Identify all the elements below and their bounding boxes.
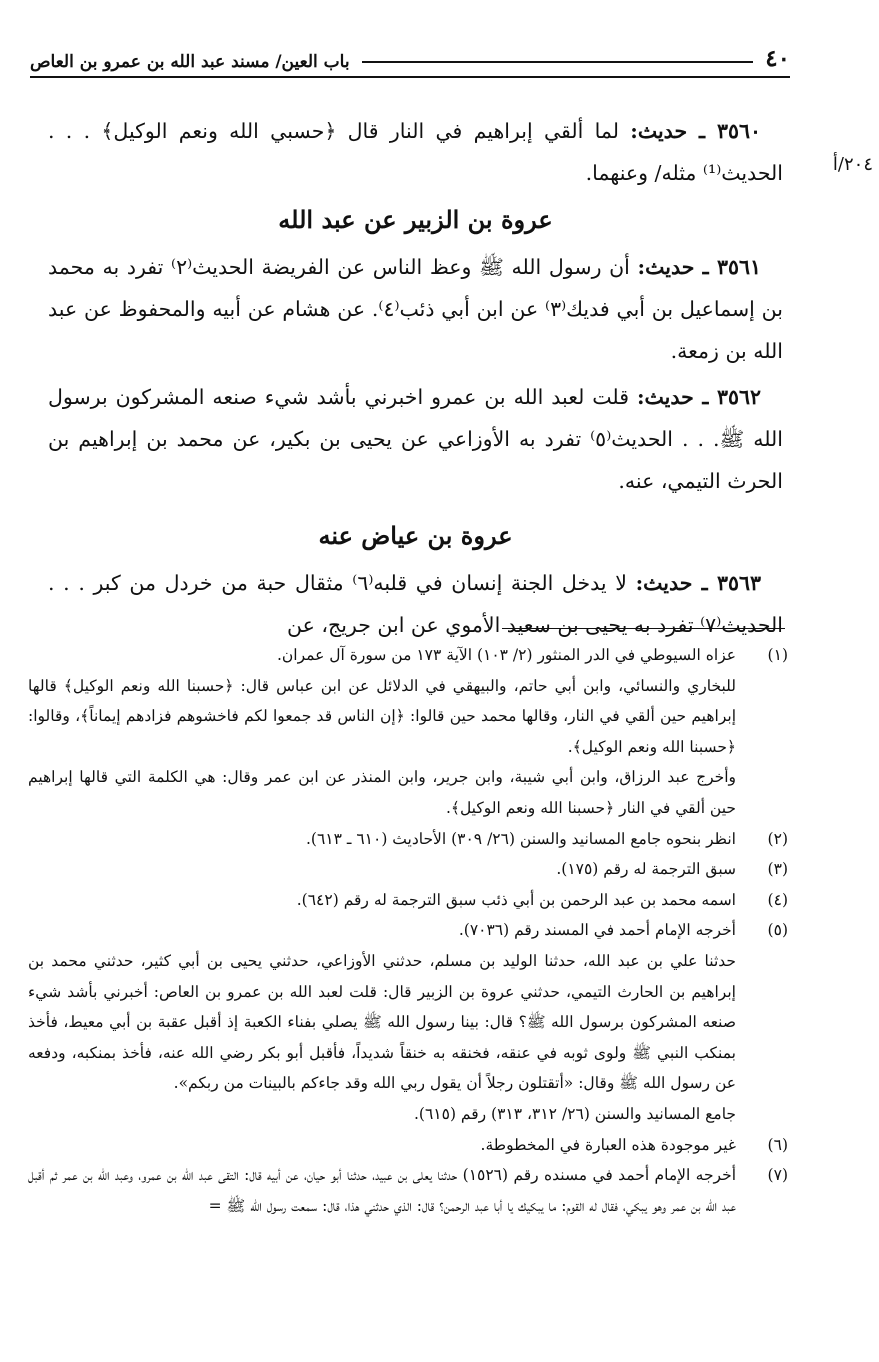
- footnote-body: [28, 854, 736, 885]
- footnote-text: أخرجه الإمام أحمد في المسند رقم (٧٠٣٦).: [458, 921, 736, 940]
- footnote-text: أخرجه الإمام أحمد في مسنده رقم (١٥٢٦) حدثنا يعلى بن عبيد، حدثنا أبو حيان، عن أبيه قال: التقى عبد الله بن عمرو، وعبد الله بن عمر ثم أقبل عبد الله بن عمر وهو يبكي، فقال له القوم: ما يبكيك يا أبا عبد الرحمن؟ قال: الذي حدثني هذا، قال: سمعت رسول الله ﷺ =: [28, 1166, 736, 1215]
- footnote-text: للبخاري والنسائي، وابن أبي حاتم، والبيهقي في الدلائل عن ابن عباس قال: ﴿حسبنا الله ونعم الوكيل﴾ قالها إبراهيم حين ألقي في النار، وقالها محمد حين قالوا: ﴿إن الناس قد جمعوا لكم فاخشوهم فزادهم إيماناً﴾، وقالوا: ﴿حسبنا الله ونعم الوكيل﴾.: [28, 676, 736, 756]
- footnote-number: (٥): [767, 921, 788, 940]
- footnote-number: (٤): [767, 890, 788, 909]
- footnote-item: [28, 1160, 788, 1221]
- footnote-item: [28, 885, 788, 916]
- hadith-text: لما ألقي إبراهيم في النار قال ﴿حسبي الله ونعم الوكيل﴾ . . . الحديث⁽¹⁾ مثله/ وعنهما.: [48, 119, 783, 185]
- page-number: ٤٠: [765, 45, 790, 72]
- footnotes: [28, 640, 788, 1221]
- hadith-3562: [48, 376, 783, 502]
- manuscript-folio-note: ٢٠٤/أ: [832, 154, 873, 175]
- footnote-text: غير موجودة هذه العبارة في المخطوطة.: [480, 1135, 736, 1154]
- footnote-number: (٢): [767, 829, 788, 848]
- footnote-body: [28, 640, 736, 824]
- hadith-text: قلت لعبد الله بن عمرو اخبرني بأشد شيء صنعه المشركون برسول الله ﷺ. . . الحديث⁽٥⁾ تفرد به الأوزاعي عن يحيى بن بكير، عن محمد بن إبراهيم بن الحرث التيمي، عنه.: [48, 385, 783, 493]
- header-rule: [30, 76, 790, 78]
- page-header: [30, 38, 790, 72]
- footnote-text: عزاه السيوطي في الدر المنثور (٢/ ١٠٣) الآية ١٧٣ من سورة آل عمران.: [276, 646, 736, 664]
- hadith-text: أن رسول الله ﷺ وعظ الناس عن الفريضة الحديث⁽٢⁾ تفرد به محمد بن إسماعيل بن أبي فديك⁽٣⁾ عن ابن أبي ذئب⁽٤⁾. عن هشام عن أبيه والمحفوظ عن عبد الله بن زمعة.: [48, 255, 783, 363]
- section-title-urwa-ibn-zubayr: عروة بن الزبير عن عبد الله: [278, 205, 553, 234]
- hadith-number: ٣٥٦١ ـ حديث:: [637, 255, 761, 279]
- footnote-body: [28, 1130, 736, 1161]
- hadith-3560: [48, 110, 783, 194]
- hadith-3563: [48, 562, 783, 646]
- header-dash-line: [362, 61, 754, 63]
- footnote-item: [28, 915, 788, 1129]
- section-title-urwa-ibn-iyad: عروة بن عياض عنه: [318, 521, 513, 550]
- footnote-item: [28, 854, 788, 885]
- hadith-3561: [48, 246, 783, 372]
- footnote-body: [28, 1160, 736, 1221]
- footnote-text: جامع المسانيد والسنن (٢٦/ ٣١٢، ٣١٣) رقم (٦١٥).: [413, 1104, 736, 1123]
- hadith-text: لا يدخل الجنة إنسان في قلبه⁽٦⁾ مثقال حبة من خردل من كبر . . . الحديث⁽٧⁾ تفرد به يحيى بن سعيد الأموي عن ابن جريج، عن: [48, 571, 783, 637]
- footnote-body: [28, 885, 736, 916]
- footnote-text: اسمه محمد بن عبد الرحمن بن أبي ذئب سبق الترجمة له رقم (٦٤٢).: [296, 890, 736, 909]
- footnote-item: [28, 824, 788, 855]
- footnote-text: حدثنا علي بن عبد الله، حدثنا الوليد بن مسلم، حدثني الأوزاعي، حدثني يحيى بن أبي كثير، حدثني محمد بن إبراهيم بن الحارث التيمي، حدثني عروة بن الزبير قال: قلت لعبد الله بن عمرو بن العاص: أخبرني بأشد شيء صنعه المشركون برسول الله ﷺ؟ قال: بينا رسول الله ﷺ يصلي بفناء الكعبة إذ أقبل عقبة بن أبي معيط، فأخذ بمنكب النبي ﷺ ولوى ثوبه في عنقه، فخنقه به خنقاً شديداً، فأقبل أبو بكر رضي الله عنه، فأخذ بمنكبه، ودفعه عن رسول الله ﷺ وقال: «أتقتلون رجلاً أن يقول ربي الله وقد جاءكم بالبينات من ربكم».: [28, 951, 736, 1093]
- footnote-body: [28, 915, 736, 1129]
- footnote-item: [28, 1130, 788, 1161]
- main-text: [48, 110, 783, 650]
- footnote-separator: [502, 628, 785, 629]
- footnote-number: (٧): [767, 1166, 788, 1185]
- footnote-item: [28, 640, 788, 824]
- footnote-number: (١): [767, 646, 788, 664]
- footnote-text: وأخرج عبد الرزاق، وابن أبي شيبة، وابن جرير، وابن المنذر عن ابن عمر وقال: هي الكلمة التي قالها إبراهيم حين ألقي في النار ﴿حسبنا الله ونعم الوكيل﴾.: [28, 768, 736, 817]
- footnote-number: (٣): [767, 860, 788, 879]
- footnote-body: [28, 824, 736, 855]
- footnote-text: سبق الترجمة له رقم (١٧٥).: [556, 860, 736, 879]
- hadith-number: ٣٥٦٢ ـ حديث:: [636, 385, 761, 409]
- running-title: باب العين/ مسند عبد الله بن عمرو بن العاص: [30, 52, 350, 72]
- footnote-text: انظر بنحوه جامع المسانيد والسنن (٢٦/ ٣٠٩) الأحاديث (٦١٠ ـ ٦١٣).: [305, 829, 736, 848]
- hadith-number: ٣٥٦٠ ـ حديث:: [630, 119, 761, 143]
- footnote-number: (٦): [767, 1135, 788, 1154]
- hadith-number: ٣٥٦٣ ـ حديث:: [635, 571, 761, 595]
